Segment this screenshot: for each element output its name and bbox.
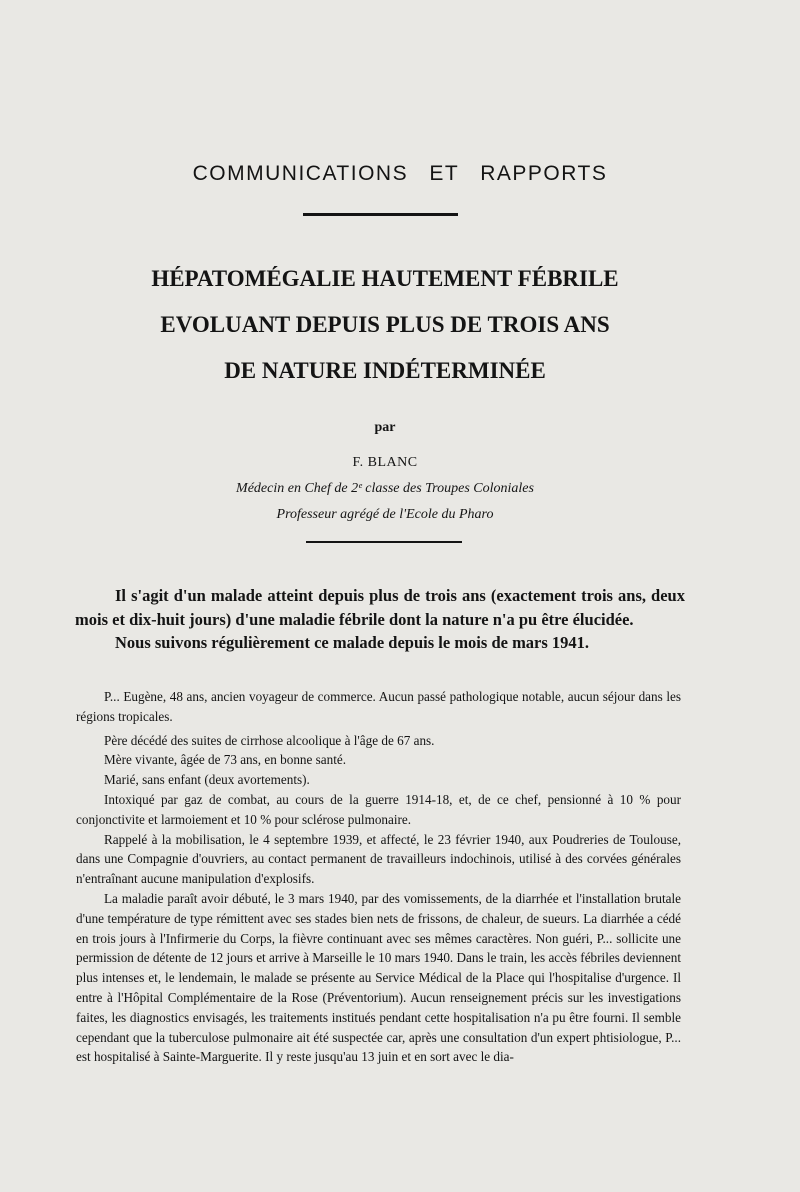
title-line: EVOLUANT DEPUIS PLUS DE TROIS ANS — [160, 312, 610, 337]
body-paragraph: Intoxiqué par gaz de combat, au cours de la guerre 1914-18, et, de ce chef, pensionné à 10 % pour conjonctivite et larmoiement et 10 % pour sclérose pulmonaire. — [76, 791, 681, 827]
abstract — [75, 584, 685, 655]
abstract-paragraph: Nous suivons régulièrement ce malade depuis le mois de mars 1941. — [115, 633, 590, 652]
abstract-paragraph: Il s'agit d'un malade atteint depuis plus de trois ans (exactement trois ans, deux mois et dix-huit jours) d'une maladie fébrile dont la nature n'a pu être élucidée. — [75, 586, 685, 629]
title-line: DE NATURE INDÉTERMINÉE — [224, 358, 546, 383]
article-title — [0, 256, 770, 394]
author-affiliation: Professeur agrégé de l'Ecole du Pharo — [276, 507, 494, 522]
author-affiliation: Médecin en Chef de 2ᵉ classe des Troupes Coloniales — [236, 481, 534, 496]
body-paragraph: Rappelé à la mobilisation, le 4 septembre 1939, et affecté, le 23 février 1940, aux Poudreries de Toulouse, dans une Compagnie d'ouvriers, au contact permanent de travailleurs indochinois, utilisé à des corvées générales n'entraînant aucune manipulation d'explosifs. — [76, 831, 681, 887]
body-paragraph: Mère vivante, âgée de 73 ans, en bonne santé. — [104, 752, 347, 768]
author-divider — [306, 541, 462, 543]
author-name: F. BLANC — [352, 455, 418, 470]
body-paragraph: P... Eugène, 48 ans, ancien voyageur de commerce. Aucun passé pathologique notable, aucun séjour dans les régions tropicales. — [76, 689, 681, 724]
body-paragraph: Marié, sans enfant (deux avortements). — [104, 772, 310, 788]
case-report-body — [76, 687, 681, 1067]
title-line: HÉPATOMÉGALIE HAUTEMENT FÉBRILE — [151, 266, 619, 291]
byline: par — [374, 420, 396, 435]
heading-divider — [303, 213, 458, 216]
body-paragraph: La maladie paraît avoir débuté, le 3 mars 1940, par des vomissements, de la diarrhée et l'installation brutale d'une température de type rémittent avec ses stades bien nets de frissons, de chaleur, de sueurs. La diarrhée a cédé en trois jours à l'Infirmerie du Corps, la fièvre continuant avec ses mêmes caractères. Non guéri, P... sollicite une permission de détente de 12 jours et arrive à Marseille le 10 mars 1940. Dans le train, les accès fébriles deviennent plus intenses et, le lendemain, le malade se présente au Service Médical de la Place qui l'hospitalise d'urgence. Il entre à l'Hôpital Complémentaire de la Rose (Préventorium). Aucun renseignement précis sur les investigations faites, les diagnostics envisagés, les traitements institués pendant cette hospitalisation n'a pu être fourni. Il semble cependant que la tuberculose pulmonaire ait été suspectée car, après une consultation d'un expert phtisiologue, P... est hospitalisé à Sainte-Marguerite. Il y reste jusqu'au 13 juin et en sort avec le dia- — [76, 890, 681, 1065]
section-heading: COMMUNICATIONS ET RAPPORTS — [192, 162, 608, 185]
body-paragraph: Père décédé des suites de cirrhose alcoolique à l'âge de 67 ans. — [104, 732, 435, 748]
